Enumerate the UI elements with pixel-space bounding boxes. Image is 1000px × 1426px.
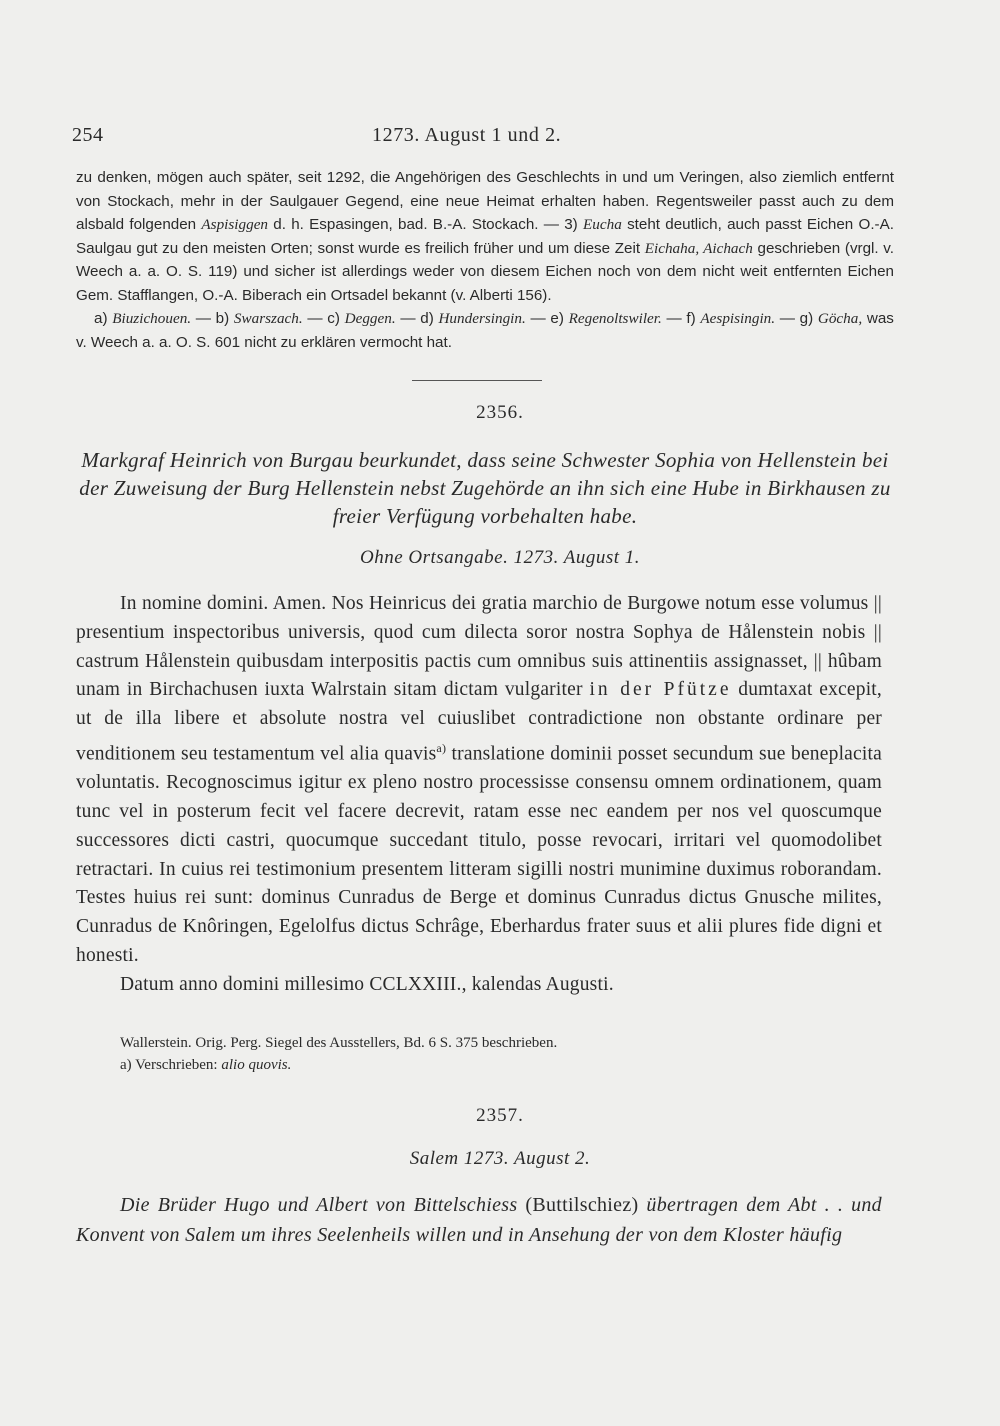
date-line-2357: Salem 1273. August 2. (409, 1148, 591, 1169)
running-title: 1273. August 1 und 2. (372, 124, 562, 146)
charter-datum: Datum anno domini millesimo CCLXXIII., kalendas Augusti. (120, 973, 614, 995)
regest-2357: Die Brüder Hugo und Albert von Bittelschiess (Buttilschiez) übertragen dem Abt . . und Konvent von Salem um ihres Seelenheils willen und in Ansehung der von dem Kloster häufig (76, 1194, 882, 1246)
footnote-marker: a) (436, 740, 447, 755)
section-divider (412, 380, 542, 381)
charter-text-2356 (76, 590, 882, 1000)
spaced-phrase: in der Pfütze (589, 679, 732, 701)
variant-footnotes: a) Biuzichouen. — b) Swarszach. — c) Deggen. — d) Hundersingin. — e) Regenoltswiler. — f) Aespisingin. — g) Göcha, was v. Weech a. a. O. S. 601 nicht zu erklären vermocht hat. (76, 310, 894, 351)
commentary-notes (76, 166, 894, 354)
charter-footnote: a) Verschrieben: alio quovis. (120, 1057, 292, 1073)
regest-2356: Markgraf Heinrich von Burgau beurkundet, dass seine Schwester Sophia von Hellenstein bei der Zuweisung der Burg Hellenstein nebst Zugehörde an ihn sich eine Hube in Birkhausen zu freier Verfügung vorbehalten habe. (79, 448, 891, 528)
date-line-2356: Ohne Ortsangabe. 1273. August 1. (359, 547, 641, 568)
document-number-2357: 2357. (476, 1105, 524, 1126)
document-number-2356: 2356. (476, 402, 524, 423)
page-number: 254 (72, 124, 104, 146)
charter-body: In nomine domini. Amen. Nos Heinricus dei gratia marchio de Burgowe notum esse volumus || presentium inspectoribus universis, quod cum dilecta soror nostra Sophya de Hålenstein nobis || castrum Hålenstein quibusdam interpositis pactis cum omnibus suis attinentiis assignasset, || hûbam unam in Birchachusen iuxta Walrstain sitam dictam vulgariter in der Pfütze dumtaxat excepit, ut de illa libere et absolute nostra vel cuiuslibet contradictione non obstante ordinare per venditionem seu testamentum vel alia quavis$^{a)}$ translatione dominii posset secundum sue beneplacita voluntatis. Recognoscimus igitur ex pleno nostro processisse consensu omnem ordinationem, quam tunc vel in posterum fecit vel facere decrevit, ratam esse nec eandem per nos vel quoscumque successores dicti castri, quocumque succedant titulo, posse revocari, irritari vel quomodolibet retractari. In cuius rei testimonium presentem litteram sigilli nostri munimine duximus roborandam. Testes huius rei sunt: dominus Cunradus de Berge et dominus Cunradus dictus Gnusche milites, Cunradus de Knôringen, Egelolfus dictus Schrâge, Eberhardus frater suus et alii plures fide digni et honesti. (76, 593, 882, 967)
source-notes-2356 (120, 1032, 880, 1076)
commentary-paragraph: zu denken, mögen auch später, seit 1292, die Angehörigen des Geschlechts in und um Veringen, also ziemlich entfernt von Stockach, mehr in der Saulgauer Gegend, eine neue Heimat erhalten haben. Regentsweiler passt auch zu dem alsbald folgenden Aspisiggen d. h. Espasingen, bad. B.-A. Stockach. — 3) Eucha steht deutlich, auch passt Eichen O.-A. Saulgau gut zu den meisten Orten; sonst wurde es freilich früher und um diese Zeit Eichaha, Aichach geschrieben (vrgl. v. Weech a. a. O. S. 119) und sicher ist allerdings weder von diesem Eichen noch von dem nicht weit entfernten Eichen Gem. Stafflangen, O.-A. Biberach ein Ortsadel bekannt (v. Alberti 156). (76, 169, 894, 304)
source-line: Wallerstein. Orig. Perg. Siegel des Ausstellers, Bd. 6 S. 375 beschrieben. (120, 1035, 558, 1051)
page-header (72, 124, 892, 152)
